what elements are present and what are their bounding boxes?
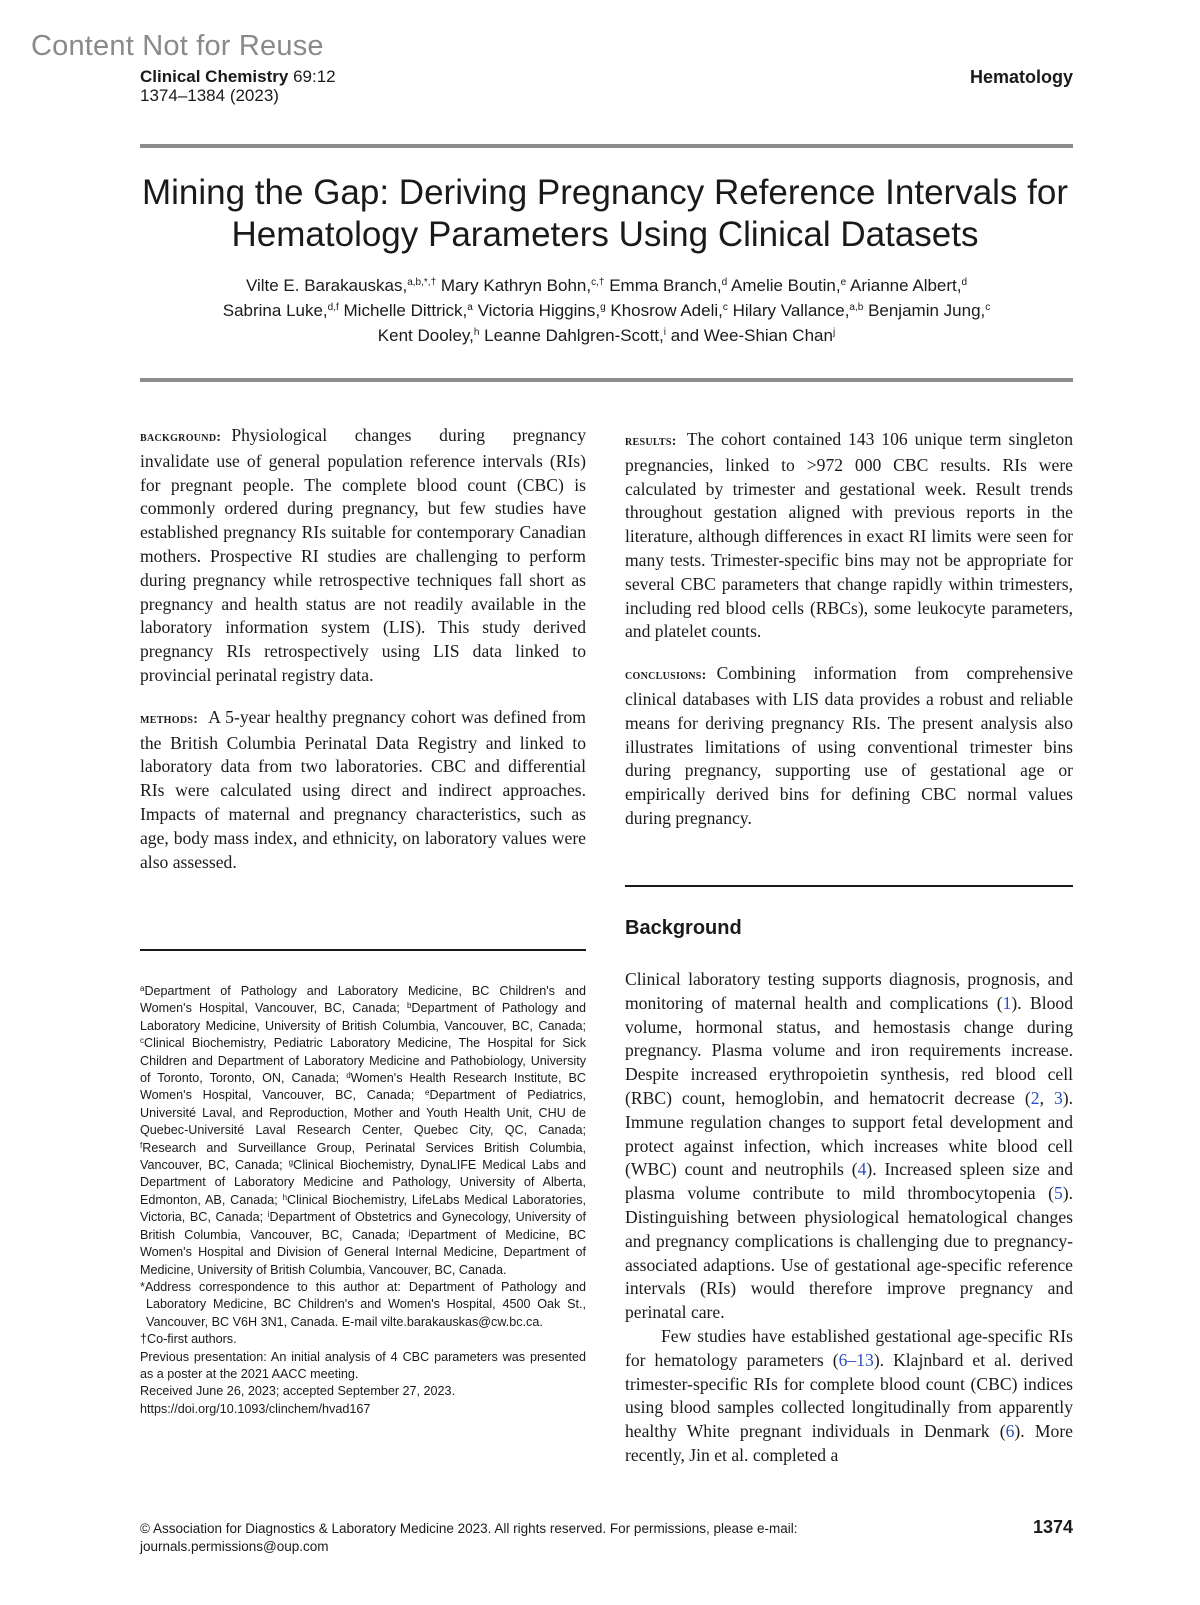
- abstract-background-text: Physiological changes during pregnancy invalidate use of general population reference intervals (RIs) for pregnant people. The complete blood count (CBC) is commonly ordered during pregnancy, but few studies have established pregnancy RIs suitable for contemporary Canadian mothers. Prospective RI studies are challenging to perform during pregnancy while retrospective techniques fall short as pregnancy and health status are not readily available in the laboratory information system (LIS). This study derived pregnancy RIs retrospectively using LIS data linked to provincial perinatal registry data.: [140, 425, 586, 685]
- footnotes: [140, 983, 586, 1418]
- author-name: Emma Branch,: [609, 276, 722, 295]
- affiliation-mark: e: [425, 1088, 430, 1098]
- affiliation-text: Department of Pathology and Laboratory Medicine, University of British Columbia, Vancouver, BC, Canada;: [140, 1001, 586, 1033]
- reference-link[interactable]: 6–13: [838, 1349, 874, 1370]
- background-paragraph-1: [625, 968, 1073, 1325]
- background-paragraph-2: [625, 1325, 1073, 1468]
- watermark-text: Content Not for Reuse: [31, 30, 324, 62]
- author-affiliation-mark: c,†: [591, 277, 605, 288]
- copyright-notice: © Association for Diagnostics & Laboratory Medicine 2023. All rights reserved. For permissions, please e-mail: journals.permissions@oup.com: [140, 1521, 798, 1554]
- abstract-conclusions-label: conclusions:: [625, 668, 707, 684]
- doi-link[interactable]: https://doi.org/10.1093/clinchem/hvad167: [140, 1401, 371, 1416]
- reference-link[interactable]: 2: [1030, 1087, 1040, 1108]
- reference-link[interactable]: 6: [1005, 1421, 1015, 1442]
- body-text: ). Increased spleen size and plasma volume contribute to mild thrombocytopenia (: [625, 1159, 1073, 1204]
- affiliation-mark: c: [140, 1036, 144, 1046]
- abstract-background-label: background:: [140, 430, 222, 445]
- author-affiliation-mark: a,b,*,†: [407, 277, 437, 288]
- page-footer: [140, 1517, 1073, 1556]
- affiliation-text: Clinical Biochemistry, DynaLIFE Medical Labs and Department of Laboratory Medicine and Pathology, University of Alberta, Edmonton, AB, Canada;: [140, 1158, 586, 1207]
- author-name: Amelie Boutin,: [731, 276, 841, 295]
- affiliations: [140, 983, 586, 1279]
- author-name: Hilary Vallance,: [732, 301, 850, 320]
- article-title: Mining the Gap: Deriving Pregnancy Reference Intervals for Hematology Parameters Using Clinical Datasets: [141, 173, 1068, 254]
- author-affiliation-mark: a: [467, 302, 473, 313]
- author-affiliation-mark: d: [961, 277, 968, 288]
- title-divider: [140, 378, 1073, 382]
- author-affiliation-mark: a,b: [849, 302, 864, 313]
- section-label: Hematology: [969, 67, 1073, 87]
- section-heading-background: Background: [625, 917, 742, 939]
- author-name: Arianne Albert,: [849, 276, 962, 295]
- author-name: Vilte E. Barakauskas,: [245, 276, 408, 295]
- correspondence-note: *Address correspondence to this author at: Department of Pathology and Laboratory Medicine, BC Children's and Women's Hospital, 4500 Oak St., Vancouver, BC V6H 3N1, Canada. E-mail vilte.barakauskas@cw.bc.ca.: [140, 1279, 586, 1329]
- body-text: ). More recently, Jin et al. completed a: [625, 1421, 1073, 1465]
- body-text: ). Blood volume, hormonal status, and hemostasis change during pregnancy. Plasma volume and iron requirements increase. Despite increased erythropoietin synthesis, red blood cell (RBC) count, hemoglobin, and hematocrit decrease (: [625, 992, 1073, 1108]
- reference-link[interactable]: 5: [1053, 1183, 1063, 1204]
- background-body: [625, 968, 1073, 1468]
- received-note: Received June 26, 2023; accepted September 27, 2023.: [140, 1384, 456, 1399]
- abstract-background: [140, 424, 586, 688]
- abstract-conclusions-text: Combining information from comprehensive clinical databases with LIS data provides a robust and reliable means for deriving pregnancy RIs. The present analysis also illustrates limitations of using conventional trimester bins during pregnancy, supporting use of gestational age or empirically derived bins for defining CBC normal values during pregnancy.: [625, 663, 1073, 828]
- body-text: Clinical laboratory testing supports diagnosis, prognosis, and monitoring of maternal health and complications (: [625, 969, 1073, 1013]
- author-name: Kent Dooley,: [377, 326, 474, 345]
- abstract-right-column: [625, 428, 1073, 849]
- author-affiliation-mark: j: [832, 327, 836, 338]
- cofirst-note: †Co-first authors.: [140, 1332, 237, 1347]
- affiliation-mark: d: [346, 1071, 351, 1081]
- abstract-conclusions: [625, 662, 1073, 831]
- abstract-methods-label: methods:: [140, 711, 199, 727]
- affiliation-text: Department of Medicine, BC Women's Hospital and Division of General Internal Medicine, Department of Medicine, University of British Columbia, Vancouver, BC, Canada.: [140, 1227, 586, 1277]
- affiliation-mark: f: [140, 1140, 143, 1150]
- body-text: Few studies have established gestational age-specific RIs for hematology parameters (: [625, 1325, 1073, 1370]
- author-name: Mary Kathryn Bohn,: [440, 276, 592, 295]
- affiliation-mark: a: [140, 984, 145, 993]
- abstract-end-divider: [625, 885, 1073, 887]
- body-text: ). Immune regulation changes to support fetal development and protect against infection, which increases white blood cell (WBC) count and neutrophils (: [625, 1087, 1073, 1180]
- affiliation-mark: i: [267, 1210, 270, 1220]
- affiliation-mark: h: [282, 1192, 288, 1202]
- author-name: Khosrow Adeli,: [610, 301, 723, 320]
- body-text: ). Distinguishing between physiological hematological changes and pregnancy complications is challenging due to pregnancy-associated adaptions. Use of gestational age-specific reference intervals (RIs) would therefore improve pregnancy and perinatal care.: [625, 1183, 1073, 1323]
- affiliation-text: Women's Health Research Institute, BC Women's Hospital, Vancouver, BC, Canada;: [140, 1071, 586, 1103]
- journal-citation: [140, 67, 1073, 86]
- author-affiliation-mark: d: [721, 277, 728, 288]
- abstract-methods: [140, 706, 586, 875]
- abstract-results-text: The cohort contained 143 106 unique term singleton pregnancies, linked to >972 000 CBC results. RIs were calculated by trimester and gestational week. Result trends throughout gestation aligned with previous reports in the literature, although differences in exact RI limits were seen for many tests. Trimester-specific bins may not be appropriate for several CBC parameters that change rapidly within trimesters, including red blood cells (RBCs), some leukocyte parameters, and platelet counts.: [625, 429, 1073, 642]
- abstract-methods-text: A 5-year healthy pregnancy cohort was defined from the British Columbia Perinatal Data Registry and linked to laboratory data from two laboratories. CBC and differential RIs were calculated using direct and indirect approaches. Impacts of maternal and pregnancy characteristics, such as age, body mass index, and ethnicity, on laboratory values were also assessed.: [140, 706, 586, 872]
- presentation-note: Previous presentation: An initial analysis of 4 CBC parameters was presented as a poster at the 2021 AACC meeting.: [140, 1349, 586, 1381]
- affiliation-text: Department of Pathology and Laboratory Medicine, BC Children's and Women's Hospital, Vancouver, BC, Canada;: [140, 984, 586, 1016]
- abstract-left-column: [140, 424, 586, 892]
- journal-volume-issue: 69:12: [293, 67, 336, 86]
- body-text: ). Klajnbard et al. derived trimester-specific RIs for complete blood count (CBC) indices using blood samples collected longitudinally from apparently healthy White pregnant individuals in Denmark (: [625, 1349, 1073, 1442]
- affiliation-text: Clinical Biochemistry, Pediatric Laboratory Medicine, The Hospital for Sick Children and Department of Laboratory Medicine and Pathobiology, University of Toronto, Toronto, ON, Canada;: [140, 1036, 586, 1086]
- author-name: Victoria Higgins,: [477, 301, 601, 320]
- affiliation-text: Clinical Biochemistry, LifeLabs Medical Laboratories, Victoria, BC, Canada;: [140, 1192, 586, 1225]
- journal-name: Clinical Chemistry: [140, 67, 289, 86]
- affiliation-text: Research and Surveillance Group, Perinatal Services British Columbia, Vancouver, BC, Canada;: [140, 1140, 586, 1173]
- author-affiliation-mark: g: [600, 302, 606, 313]
- abstract-results: [625, 428, 1073, 644]
- reference-link[interactable]: 3: [1053, 1087, 1063, 1108]
- running-header: [140, 67, 1073, 105]
- footnote-divider: [140, 949, 586, 951]
- affiliation-mark: g: [288, 1158, 294, 1168]
- author-affiliation-mark: c: [722, 302, 728, 313]
- reference-link[interactable]: 4: [857, 1159, 867, 1180]
- author-list: [140, 273, 1073, 348]
- author-name: Sabrina Luke,: [222, 301, 328, 320]
- affiliation-mark: b: [406, 1001, 412, 1011]
- author-name: Michelle Dittrick,: [343, 301, 468, 320]
- author-affiliation-mark: h: [473, 327, 480, 338]
- affiliation-mark: j: [408, 1227, 411, 1237]
- author-affiliation-mark: e: [840, 277, 847, 288]
- author-affiliation-mark: i: [663, 327, 666, 338]
- author-name: Benjamin Jung,: [868, 301, 986, 320]
- body-text: ,: [1039, 1087, 1054, 1108]
- reference-link[interactable]: 1: [1002, 992, 1012, 1013]
- affiliation-text: Department of Pediatrics, Université Laval, and Reproduction, Mother and Youth Health Unit, CHU de Quebec-Université Laval Research Center, Quebec City, QC, Canada;: [140, 1088, 586, 1138]
- author-name: Leanne Dahlgren-Scott,: [484, 326, 664, 345]
- header-divider: [140, 144, 1073, 148]
- page-number: 1374: [1032, 1517, 1073, 1537]
- author-affiliation-mark: c: [985, 302, 991, 313]
- affiliation-text: Department of Obstetrics and Gynecology, University of British Columbia, Vancouver, BC, Canada;: [140, 1210, 586, 1242]
- journal-pages-year: 1374–1384 (2023): [140, 86, 279, 105]
- abstract-results-label: results:: [625, 434, 677, 449]
- author-name: and Wee-Shian Chan: [670, 326, 833, 345]
- author-affiliation-mark: d,f: [327, 302, 339, 313]
